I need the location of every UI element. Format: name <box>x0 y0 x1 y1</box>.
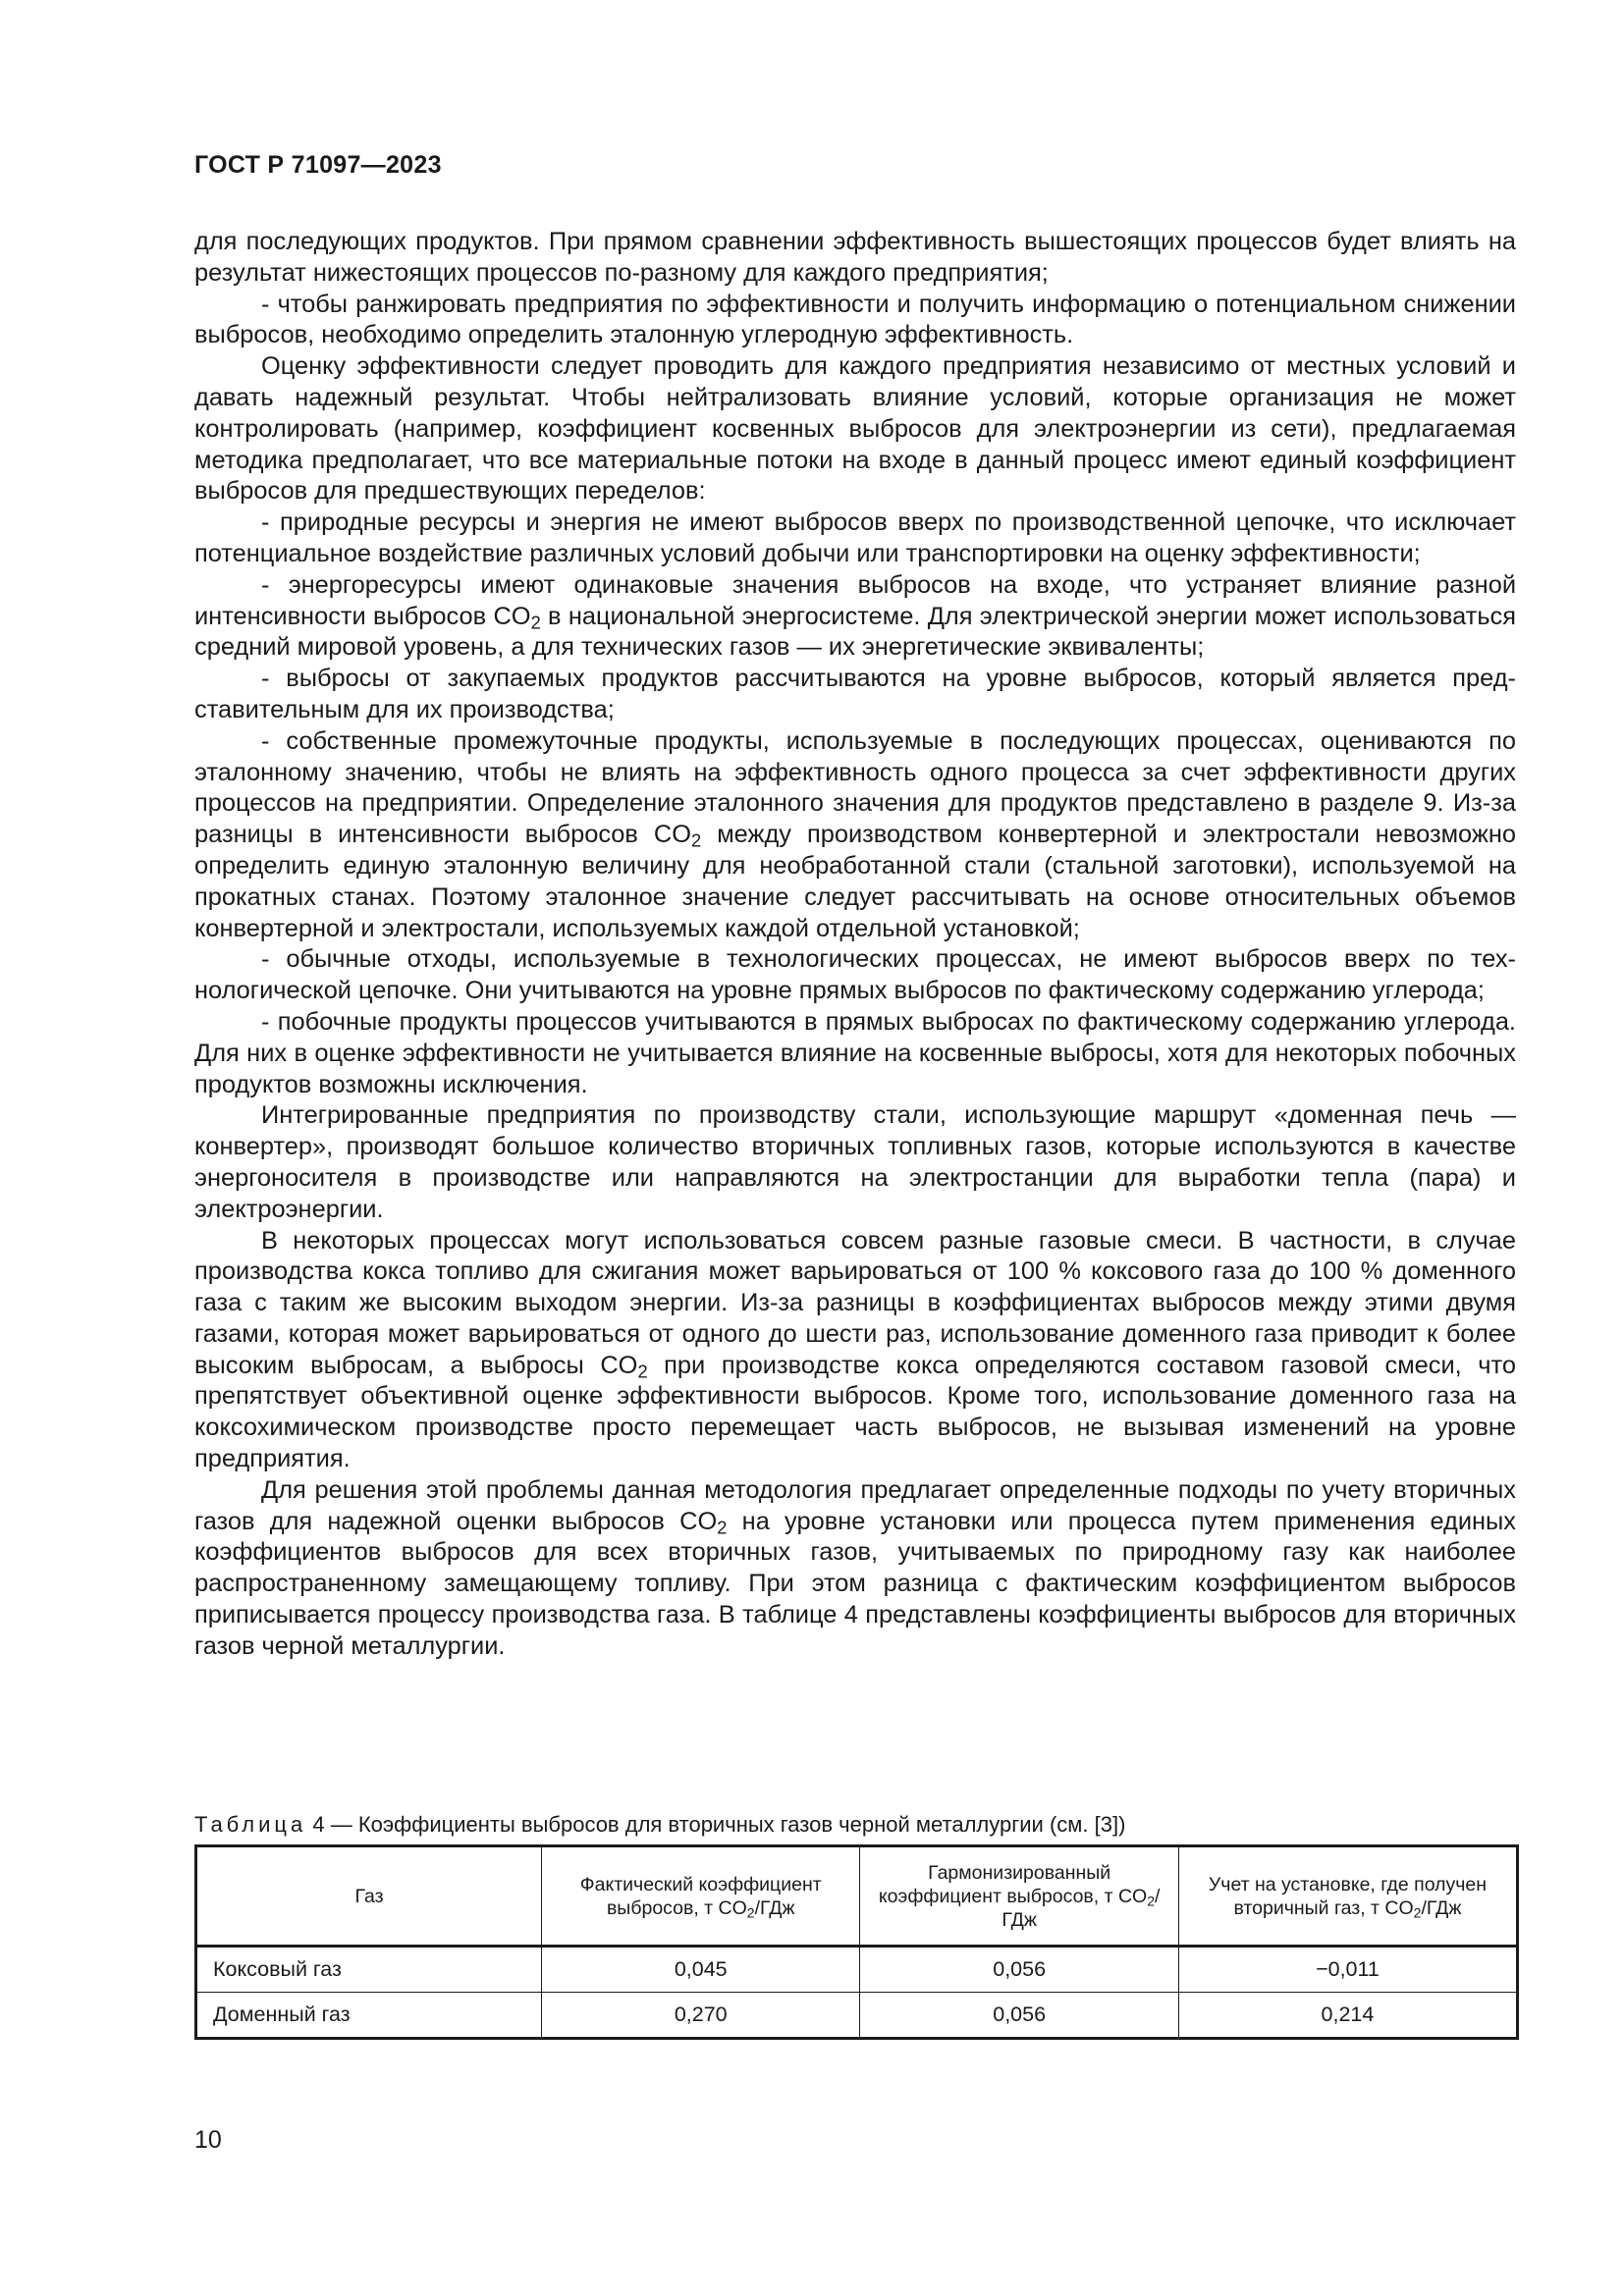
table-caption-word: Таблица <box>194 1812 307 1837</box>
paragraph: - выбросы от закупаемых продуктов рассчитываются на уровне выбросов, который является представительным для их производства; <box>194 665 1516 723</box>
paragraph: - побочные продукты процессов учитываются в прямых выбросах по фактическому содержанию углерода. Для них в оценке эффективности не учитывается влияние на косвенные выбросы, хотя для некоторых побочных продуктов возможны исключения. <box>194 1007 1516 1098</box>
paragraph: - чтобы ранжировать предприятия по эффективности и получить информацию о потенциальном снижении выбросов, необходимо определить эталонную углеродную эффективность. <box>194 290 1516 349</box>
table-cell: 0,214 <box>1178 1993 1517 2039</box>
table-header-row <box>196 1846 1518 1947</box>
paragraph: Для решения этой проблемы данная методология предлагает определенные подходы по учету вторичных газов для надежной оценки выбросов $CO_2$ на уровне установки или процесса путем применения единых коэффициентов выбросов для всех вторичных газов, учитываемых по природному газу как наиболее распространенному замещающему топливу. При этом разница с фактическим коэффициентом выбросов приписывается процессу производства газа. В таблице 4 представлены коэффициенты выбросов для вторичных газов черной металлургии. <box>194 1475 1516 1660</box>
table-cell: −0,011 <box>1178 1947 1517 1993</box>
paragraph: - энергоресурсы имеют одинаковые значения выбросов на входе, что устраняет влияние разной интенсивности выбросов $CO_2$ в национальной энергосистеме. Для электрической энергии может использоваться средний мировой уровень, а для технических газов — их энергетические эквиваленты; <box>194 570 1516 662</box>
table-cell: 0,056 <box>860 1993 1179 2039</box>
table-cell: 0,045 <box>542 1947 860 1993</box>
paragraph: Оценку эффективности следует проводить для каждого предприятия независимо от местных условий и давать надежный результат. Чтобы нейтрализовать влияние условий, которые организация не может контролировать (например, коэффициент косвенных выбросов для электроэнергии из сети), предлагаемая методика предполагает, что все материальные потоки на входе в данный процесс имеют единый коэффициент выбросов для предшествующих переделов: <box>194 352 1516 506</box>
table-row <box>196 1947 1518 1993</box>
column-header-harmonized-factor: Гармонизированный коэффициент выбросов, т $CO_2$/ГДж <box>860 1846 1179 1947</box>
table-cell: Коксовый газ <box>196 1947 542 1993</box>
table-cell: 0,270 <box>542 1993 860 2039</box>
paragraph: - обычные отходы, используемые в технологических процессах, не имеют выбросов вверх по технологической цепочке. Они учитываются на уровне прямых выбросов по фактическому содержанию углерода; <box>194 945 1516 1005</box>
table-cell: 0,056 <box>860 1947 1179 1993</box>
paragraph: В некоторых процессах могут использоваться совсем разные газовые смеси. В частности, в случае производства кокса топливо для сжигания может варьироваться от 100 % коксового газа до 100 % доменного газа с таким же высоким выходом энергии. Из-за разницы в коэффициентах выбросов между этими двумя газами, которая может варьироваться от одного до шести раз, использование доменного газа приводит к более высоким выбросам, а выбросы $CO_2$ при производстве кокса определяются составом газовой смеси, что препятствует объективной оценке эффективности выбросов. Кроме того, использование доменного газа на коксохимическом производстве просто перемещает часть выбросов, не вызывая изменений на уровне предприятия. <box>194 1226 1516 1473</box>
column-header-installation-accounting: Учет на установке, где получен вторичный газ, т $CO_2$/ГДж <box>1178 1846 1517 1947</box>
paragraph: - собственные промежуточные продукты, используемые в последующих процессах, оцениваются по эталонному значению, чтобы не влиять на эффективность одного процесса за счет эффективности других процессов на предприятии. Определение эталонного значения для продуктов представлено в разделе 9. Из-за разницы в интенсивности выбросов $CO_2$ между производством конвертерной и электростали невозможно определить единую эталонную величину для необработанной стали (стальной заготовки), используемой на прокатных станах. Поэтому эталонное значение следует рассчитывать на основе относительных объемов конвертерной и электростали, используемых каждой отдельной установкой; <box>194 726 1517 942</box>
emission-factors-table <box>194 1844 1519 2040</box>
paragraph: - природные ресурсы и энергия не имеют выбросов вверх по производственной цепочке, что исключает потенциальное воздействие различных условий добычи или транспортировки на оценку эффективности; <box>194 508 1516 567</box>
column-header-actual-factor: Фактический коэффициент выбросов, т $CO_2$/ГДж <box>542 1846 860 1947</box>
column-header-gas: Газ <box>196 1846 542 1947</box>
paragraph: для последующих продуктов. При прямом сравнении эффективность вышестоящих процессов будет влиять на результат нижестоящих процессов по-разному для каждого предприятия; <box>194 228 1516 287</box>
table-row <box>196 1993 1518 2039</box>
paragraph: Интегрированные предприятия по производству стали, использующие маршрут «доменная печь — конвертер», производят большое количество вторичных топливных газов, которые используются в качестве энергоносителя в производстве или направляются на электростанции для выработки тепла (пара) и электроэнергии. <box>194 1101 1516 1223</box>
table-cell: Доменный газ <box>196 1993 542 2039</box>
body-text <box>194 227 1516 1663</box>
table-caption <box>194 1812 1125 1838</box>
page-number: 10 <box>194 2126 222 2154</box>
table-caption-text: 4 — Коэффициенты выбросов для вторичных газов черной металлургии (см. [3]) <box>306 1812 1126 1837</box>
document-header: ГОСТ Р 71097—2023 <box>194 151 442 179</box>
